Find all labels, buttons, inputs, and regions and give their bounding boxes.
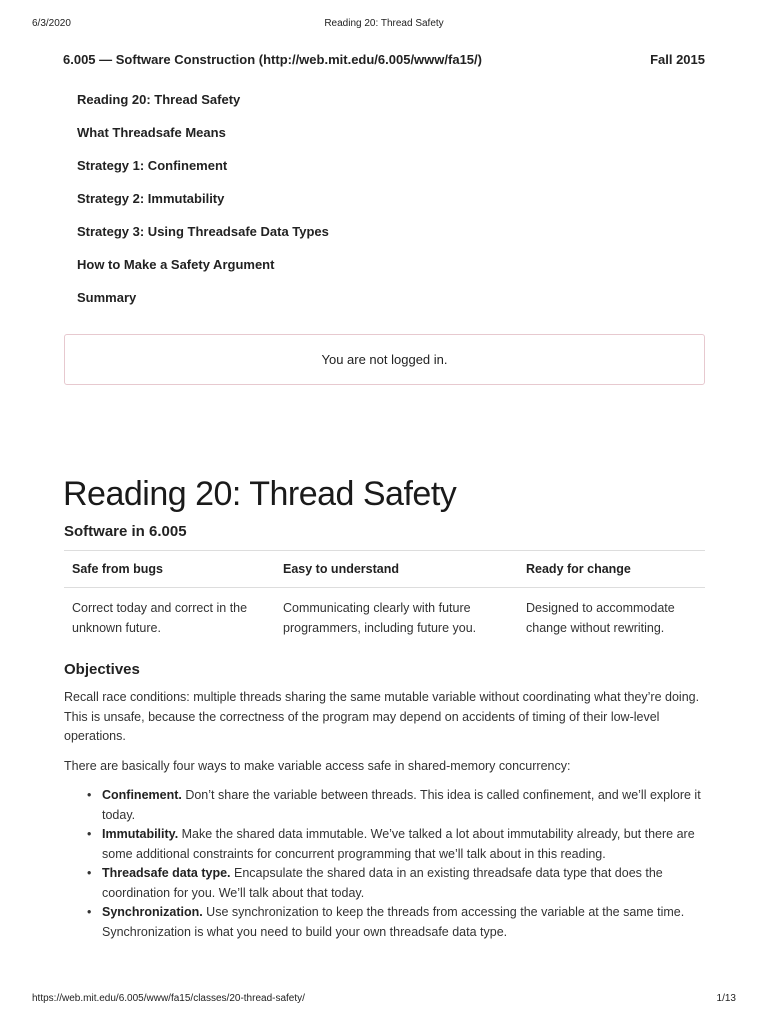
print-header [32, 18, 736, 32]
objectives-paragraph: Recall race conditions: multiple threads sharing the same mutable variable without coordinating what they’re doing. This is unsafe, because the correctness of the program may depend on accidents of timing of their low-level operations. [64, 690, 700, 743]
list-item-term: Synchronization. [102, 905, 203, 919]
list-item-text: Make the shared data immutable. We’ve talked a lot about immutability already, but there are some additional constraints for concurrent programming that we’ll talk about in this reading. [102, 827, 695, 861]
list-item [84, 864, 704, 903]
list-item-term: Immutability. [102, 827, 179, 841]
table-cell: Correct today and correct in the unknown future. [72, 601, 248, 635]
list-item [84, 786, 704, 825]
page-title: Reading 20: Thread Safety [63, 475, 457, 513]
table-row [64, 588, 705, 646]
list-item-text: Don’t share the variable between threads. This idea is called confinement, and we’ll explore it today. [102, 788, 701, 822]
safety-strategies-list [84, 786, 704, 942]
software-properties-table [64, 550, 705, 646]
toc-link-strategy-3[interactable]: Strategy 3: Using Threadsafe Data Types [77, 224, 329, 239]
bullet-icon: • [87, 905, 92, 919]
course-term: Fall 2015 [650, 52, 705, 67]
objectives-heading: Objectives [64, 661, 140, 678]
list-item [84, 825, 704, 864]
toc-link-safety-argument[interactable]: How to Make a Safety Argument [77, 257, 275, 272]
toc-link-reading-20[interactable]: Reading 20: Thread Safety [77, 92, 241, 107]
print-page-title: Reading 20: Thread Safety [324, 18, 444, 29]
list-item [84, 903, 704, 942]
table-header-cell: Easy to understand [275, 551, 518, 588]
list-item-term: Threadsafe data type. [102, 866, 231, 880]
toc-link-what-threadsafe-means[interactable]: What Threadsafe Means [77, 125, 226, 140]
course-bar [63, 52, 705, 70]
list-item-text: Use synchronization to keep the threads from accessing the variable at the same time. Synchronization is what you need to build your own threadsafe data type. [102, 905, 685, 939]
table-of-contents [77, 91, 477, 322]
toc-link-strategy-2[interactable]: Strategy 2: Immutability [77, 191, 225, 206]
table-header-row [64, 551, 705, 588]
list-item-text: Encapsulate the shared data in an existing threadsafe data type that does the coordination for you. We’ll talk about that today. [102, 866, 663, 900]
course-home-link[interactable]: 6.005 — Software Construction (http://web.mit.edu/6.005/www/fa15/) [63, 52, 482, 67]
print-date: 6/3/2020 [32, 18, 71, 29]
bullet-icon: • [87, 827, 92, 841]
table-header-cell: Ready for change [518, 551, 705, 588]
table-header-cell: Safe from bugs [64, 551, 275, 588]
toc-link-summary[interactable]: Summary [77, 290, 137, 305]
toc-link-strategy-1[interactable]: Strategy 1: Confinement [77, 158, 228, 173]
login-notice: You are not logged in. [64, 334, 705, 385]
print-url: https://web.mit.edu/6.005/www/fa15/classes/20-thread-safety/ [32, 993, 305, 1004]
bullet-icon: • [87, 866, 92, 880]
table-cell: Designed to accommodate change without rewriting. [526, 601, 675, 635]
table-cell: Communicating clearly with future programmers, including future you. [283, 601, 477, 635]
software-heading: Software in 6.005 [64, 523, 187, 540]
bullet-icon: • [87, 788, 92, 802]
print-footer [32, 993, 736, 1007]
page-number: 1/13 [716, 993, 736, 1004]
objectives-paragraph: There are basically four ways to make variable access safe in shared-memory concurrency: [64, 759, 571, 773]
list-item-term: Confinement. [102, 788, 182, 802]
